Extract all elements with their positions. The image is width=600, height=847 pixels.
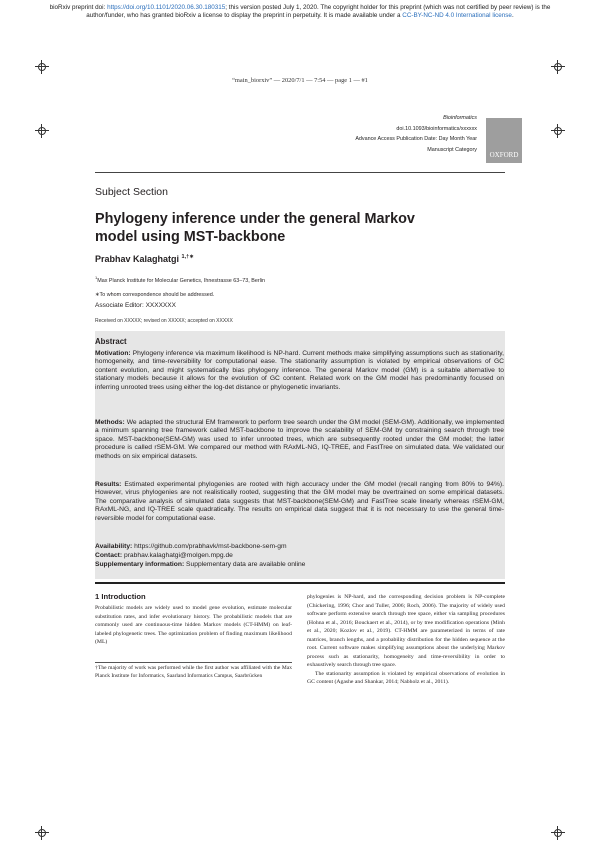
abstract-heading: Abstract	[95, 337, 127, 346]
abstract-availability	[95, 543, 504, 551]
motivation-text: Phylogeny inference via maximum likelihood is NP-hard. Current methods make simplifying assumptions such as stationarity, homogeneity, and time-reversibility for computational ease. The stationarity assumption is violated by empirical observations of GC content evolution, and might systematically bias phylogeny inference. The general Markov model (GM) is a suitable alternative to stationary models because it allows for the evolution of GC content. Related work on the GM model has predominantly focused on inferring unrooted trees using either the log-det distance or phylogenetic invariants.	[95, 350, 505, 391]
preprint-notice-text-1: bioRxiv preprint doi:	[49, 4, 108, 11]
header-divider	[95, 172, 505, 173]
license-link[interactable]: CC-BY-NC-ND 4.0 International license	[402, 12, 512, 19]
author-affiliation	[95, 275, 265, 284]
abstract-methods	[95, 419, 504, 461]
affiliation-number: 1	[95, 275, 98, 280]
abstract-supplementary	[95, 561, 504, 569]
availability-label: Availability:	[95, 543, 133, 550]
oxford-logo	[486, 118, 522, 163]
introduction-heading: 1 Introduction	[95, 592, 146, 601]
supplementary-label: Supplementary information:	[95, 561, 185, 568]
abstract-contact	[95, 552, 504, 560]
preprint-notice-text-2: ; this version posted July 1, 2020. The copyright holder for this preprint (which was not certified by peer review) is the author/funder, who has granted bioRxiv a license to display the preprint in perpetuity. It is made available under a	[86, 4, 551, 19]
contact-email[interactable]: prabhav.kalaghatgi@molgen.mpg.de	[123, 552, 233, 559]
crop-mark-bottom-left	[35, 826, 49, 840]
correspondence-note: ∗To whom correspondence should be addressed.	[95, 292, 215, 298]
supplementary-text: Supplementary data are available online	[186, 561, 306, 568]
journal-category: Manuscript Category	[427, 146, 477, 153]
crop-mark-top-left	[35, 60, 49, 74]
motivation-label: Motivation:	[95, 350, 131, 357]
abstract-results	[95, 481, 504, 523]
abstract-motivation	[95, 350, 504, 392]
journal-info	[355, 113, 477, 155]
preprint-notice-text-3: .	[511, 12, 514, 19]
methods-label: Methods:	[95, 419, 125, 426]
oxford-logo-label: OXFORD	[489, 151, 519, 159]
results-label: Results:	[95, 481, 122, 488]
running-head: “main_biorxiv” — 2020/7/1 — 7:54 — page 1 — #1	[232, 77, 368, 84]
subject-section: Subject Section	[95, 186, 168, 198]
affiliation-footnote: †The majority of work was performed while the first author was affiliated with the Max Planck Institute for Informatics, Saarland Informatics Campus, Saarbrücken	[95, 665, 292, 679]
crop-mark-mid-right	[551, 124, 565, 138]
associate-editor: Associate Editor: XXXXXXX	[95, 302, 176, 309]
preprint-notice	[40, 4, 560, 20]
crop-mark-mid-left	[35, 124, 49, 138]
journal-name: Bioinformatics	[443, 115, 477, 121]
article-title: Phylogeny inference under the general Markov model using MST-backbone	[95, 211, 415, 245]
introduction-right-column	[307, 593, 505, 687]
availability-link[interactable]: https://github.com/prabhavk/mst-backbone-sem-gm	[134, 543, 287, 550]
abstract-divider	[95, 582, 505, 584]
journal-access-date: Advance Access Publication Date: Day Month Year	[355, 136, 477, 142]
crop-mark-top-right	[551, 60, 565, 74]
journal-doi: doi.10.1093/bioinformatics/xxxxxx	[396, 125, 477, 132]
author-name-text: Prabhav Kalaghatgi	[95, 254, 180, 264]
results-text: Estimated experimental phylogenies are rooted with high accuracy under the GM model (recall ranging from 80% to 94%). However, virus phylogenies are not realistically rooted, suggesting that the GM model may be overtrained on some empirical datasets. The comparative analysis of simulated data suggests that MST-backbone(SEM-GM) and FastTree scale linearly whereas rSEM-GM, RAxML-NG, and IQ-TREE scale quadratically. The results on empirical data suggest that it is not necessary to use the general time-reversible model for computational ease.	[95, 481, 505, 522]
methods-text: We adapted the structural EM framework to perform tree search under the GM model (SEM-GM). Additionally, we implemented a minimum spanning tree framework called MST-backbone to improve the scalability of SEM-GM by constraining search through tree space. MST-backbone(SEM-GM) was used to infer unrooted trees, which are subsequently rooted under the GM model; the latter procedure is called rSEM-GM. We compared our method with RAxML-NG, IQ-TREE, and FastTree on simulated data. We validated our methods on six empirical datasets.	[95, 419, 504, 460]
author-name	[95, 254, 194, 264]
introduction-right-paragraph-1: phylogenies is NP-hard, and the corresponding decision problem is NP-complete (Chickering, 1996; Chor and Tuller, 2006; Roch, 2006). The majority of widely used software perform extensive search through tree space, either via sampling procedures (Hohna et al., 2016; Bouckaert et al., 2014), or by tree modification operations (Minh et al., 2020; Kozlov et al., 2019). CT-HMM are parameterized in terms of rate matrices, branch lengths, and a probability distribution for the hidden sequence at the root. Current software makes simplifying assumptions about the underlying Markov process such as stationarity, homogeneity and time-reversibility in order to exhaustively search through tree space.	[307, 594, 505, 668]
introduction-right-paragraph-2: The stationarity assumption is violated by empirical observations of evolution in GC content (Agashe and Shankar, 2014; Nabholz et al., 2011).	[307, 670, 505, 685]
contact-label: Contact:	[95, 552, 123, 559]
doi-link[interactable]: https://doi.org/10.1101/2020.06.30.180315	[107, 4, 226, 11]
affiliation-text: Max Planck Institute for Molecular Genetics, Ihnestrasse 63–73, Berlin	[97, 277, 266, 284]
received-dates: Received on XXXXX; revised on XXXXX; accepted on XXXXX	[95, 318, 233, 324]
footnote-divider	[95, 662, 292, 663]
crop-mark-bottom-right	[551, 826, 565, 840]
introduction-left-column: Probabilistic models are widely used to model gene evolution, estimate molecular substitution rates, and infer evolutionary history. The probabilistic models that are commonly used are continuous-time hidden Markov models (CT-HMM) on leaf-labeled phylogenetic trees. The optimization problem of finding maximum likelihood (ML)	[95, 605, 292, 645]
author-affiliation-marks: 1,†∗	[181, 254, 194, 260]
